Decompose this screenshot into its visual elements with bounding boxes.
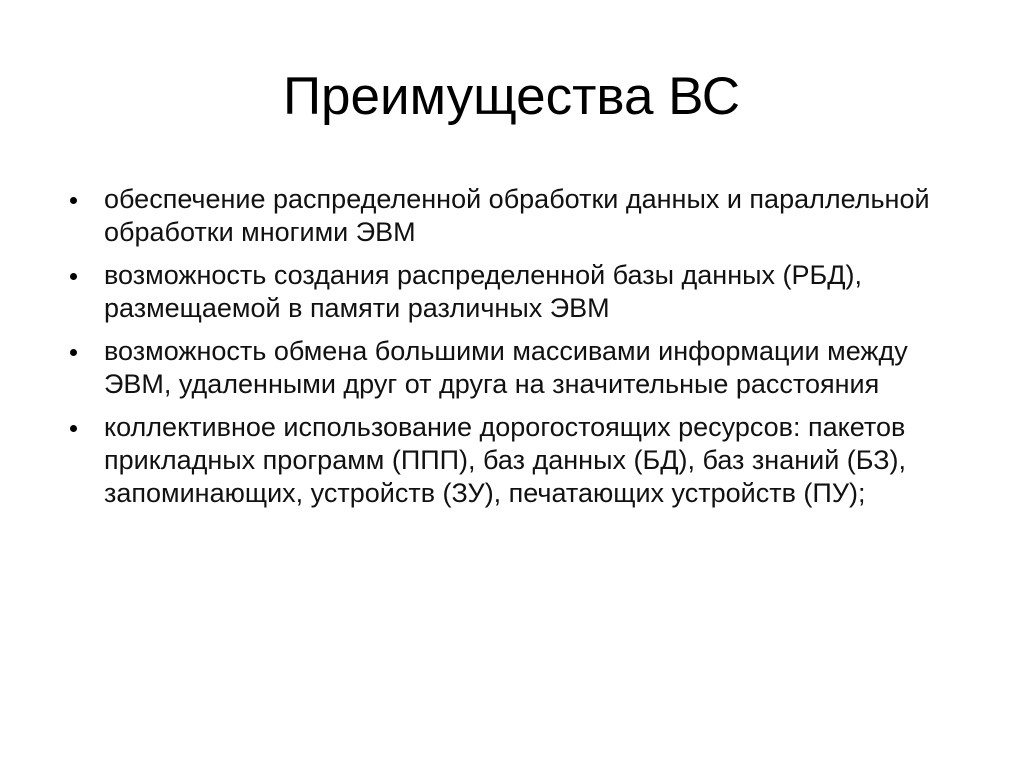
bullet-dot-icon bbox=[70, 273, 77, 280]
bullet-dot-icon bbox=[70, 197, 77, 204]
bullet-text: коллективное использование дорогостоящих ресурсов: пакетов прикладных программ (ППП), баз данных (БД), баз знаний (БЗ), запоминающих, устройств (ЗУ), печатающих устройств (ПУ); bbox=[104, 412, 906, 508]
bullet-item bbox=[70, 411, 970, 510]
bullet-text: возможность создания распределенной базы данных (РБД), размещаемой в памяти различных ЭВМ bbox=[104, 260, 863, 323]
bullet-text: обеспечение распределенной обработки данных и параллельной обработки многими ЭВМ bbox=[104, 184, 930, 247]
bullet-list bbox=[70, 183, 970, 520]
bullet-item bbox=[70, 335, 970, 401]
slide-title: Преимущества ВС bbox=[282, 67, 741, 126]
bullet-dot-icon bbox=[70, 425, 77, 432]
bullet-dot-icon bbox=[70, 349, 77, 356]
bullet-item bbox=[70, 259, 970, 325]
bullet-item bbox=[70, 183, 970, 249]
bullet-text: возможность обмена большими массивами информации между ЭВМ, удаленными друг от друга на значительные расстояния bbox=[104, 336, 908, 399]
